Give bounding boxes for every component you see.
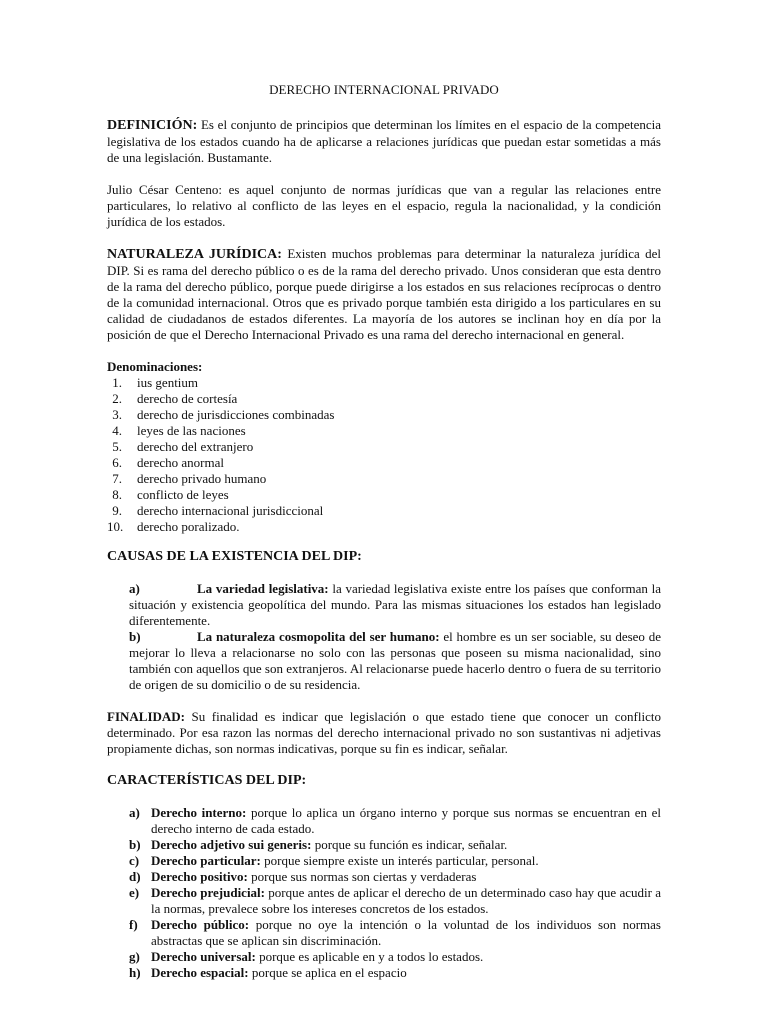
caracteristicas-heading: CARACTERÍSTICAS DEL DIP: (107, 773, 307, 788)
item-text: porque sus normas son ciertas y verdaderas (247, 869, 477, 884)
list-item (107, 407, 661, 423)
item-bold: Derecho interno: (151, 805, 247, 820)
naturaleza-label: NATURALEZA JURÍDICA: (107, 247, 282, 262)
item-label: f) (129, 917, 138, 932)
list-item (107, 965, 661, 981)
caracteristicas-list (107, 805, 661, 981)
denominaciones-heading: Denominaciones: (107, 359, 203, 374)
list-text: ius gentium (137, 375, 199, 390)
finalidad-text: Su finalidad es indicar que legislación o que estado tiene que conocer un conflicto determinado. Por esa razon las normas del derecho internacional privado no son sustantivas ni adjetivas propiamente dichas, son normas indicativas, porque su fin es indicar, señalar. (107, 709, 661, 756)
item-label: c) (129, 853, 140, 868)
item-label: h) (129, 965, 141, 980)
item-bold: Derecho prejudicial: (151, 885, 265, 900)
item-text: porque siempre existe un interés particular, personal. (260, 853, 539, 868)
item-label: d) (129, 869, 141, 884)
list-item (107, 455, 661, 471)
item-text: porque su función es indicar, señalar. (311, 837, 508, 852)
definicion-label: DEFINICIÓN: (107, 118, 198, 133)
item-bold: Derecho universal: (151, 949, 256, 964)
list-item (107, 519, 661, 535)
list-number: 3. (112, 407, 122, 422)
list-text: derecho del extranjero (137, 439, 254, 454)
list-number: 6. (112, 455, 122, 470)
list-text: derecho de cortesía (137, 391, 238, 406)
list-text: derecho de jurisdicciones combinadas (137, 407, 335, 422)
item-text: porque no oye la intención o la voluntad de los individuos son normas abstractas que se aplican sin discriminación. (151, 917, 661, 948)
item-label: g) (129, 949, 140, 964)
definicion-text: Es el conjunto de principios que determinan los límites en el espacio de la competencia legislativa de los estados cuando ha de aplicarse a relaciones jurídicas que puedan estar sometidas a más de una legislación. Bustamante. (107, 117, 661, 165)
naturaleza-text: Existen muchos problemas para determinar la naturaleza jurídica del DIP. Si es rama del derecho público o es de la rama del derecho privado. Unos consideran que esta dentro de la rama del derecho público, porque puede dirigirse a los estados en sus relaciones recíprocas o dentro de la comunidad internacional. Otros que es privado porque también esta dirigido a los particulares en su calidad de ciudadanos de estados diferentes. La mayoría de los autores se inclinan hoy en día por la posición de que el Derecho Internacional Privado es una rama del derecho internacional en general. (107, 246, 662, 342)
item-label: b) (129, 837, 141, 852)
centeno-paragraph: Julio César Centeno: es aquel conjunto de normas jurídicas que van a regular las relaciones entre particulares, lo relativo al conflicto de las leyes en el espacio, regula la nacionalidad, y la condición jurídica de los estados. (107, 182, 661, 229)
list-item (107, 439, 661, 455)
document-page (107, 82, 661, 981)
item-label: a) (129, 805, 140, 820)
item-text: porque es aplicable en y a todos lo estados. (255, 949, 484, 964)
item-label: e) (129, 885, 140, 900)
item-text: porque se aplica en el espacio (248, 965, 407, 980)
list-item (107, 885, 661, 917)
causa-bold: La variedad legislativa: (197, 581, 329, 596)
list-item (107, 805, 661, 837)
definicion-paragraph (107, 117, 661, 166)
causa-bold: La naturaleza cosmopolita del ser humano: (197, 629, 440, 644)
list-number: 9. (112, 503, 122, 518)
causas-heading: CAUSAS DE LA EXISTENCIA DEL DIP: (107, 549, 362, 564)
causa-label: a) (129, 581, 140, 596)
item-bold: Derecho particular: (151, 853, 261, 868)
list-number: 2. (112, 391, 122, 406)
naturaleza-paragraph (107, 246, 661, 343)
list-item (107, 869, 661, 885)
causa-item-a (107, 581, 661, 629)
list-item (107, 471, 661, 487)
list-text: leyes de las naciones (137, 423, 246, 438)
list-item (107, 853, 661, 869)
item-bold: Derecho espacial: (151, 965, 249, 980)
finalidad-label: FINALIDAD: (107, 709, 185, 724)
list-number: 7. (112, 471, 122, 486)
list-number: 1. (112, 375, 122, 390)
list-text: derecho internacional jurisdiccional (137, 503, 324, 518)
denominaciones-list (107, 375, 661, 535)
list-item (107, 375, 661, 391)
list-item (107, 917, 661, 949)
list-text: derecho poralizado. (137, 519, 240, 534)
item-text: porque lo aplica un órgano interno y porque sus normas se encuentran en el derecho interno de cada estado. (151, 805, 662, 836)
item-text: porque antes de aplicar el derecho de un determinado caso hay que acudir a la normas, prevalece sobre los intereses concretos de los estados. (151, 885, 661, 916)
list-text: conflicto de leyes (137, 487, 229, 502)
list-text: derecho privado humano (137, 471, 267, 486)
list-item (107, 503, 661, 519)
list-item (107, 487, 661, 503)
item-bold: Derecho público: (151, 917, 250, 932)
item-bold: Derecho adjetivo sui generis: (151, 837, 312, 852)
document-title: DERECHO INTERNACIONAL PRIVADO (269, 82, 499, 97)
finalidad-paragraph (107, 709, 661, 757)
list-item (107, 837, 661, 853)
causa-text: la variedad legislativa existe entre los países que conforman la situación y existencia geopolítica del mundo. Para las mismas situaciones los estados han legislado diferentemente. (129, 581, 661, 628)
list-number: 4. (112, 423, 122, 438)
list-item (107, 391, 661, 407)
list-text: derecho anormal (137, 455, 224, 470)
causa-item-b (107, 629, 661, 693)
list-item (107, 949, 661, 965)
list-number: 5. (112, 439, 122, 454)
list-item (107, 423, 661, 439)
list-number: 10. (107, 519, 124, 534)
causa-label: b) (129, 629, 141, 644)
causa-text: el hombre es un ser sociable, su deseo de mejorar lo lleva a relacionarse no solo con las personas que poseen su misma nacionalidad, sino también con aquellos que son extranjeros. Al relacionarse puede hacerlo dentro o fuera de su territorio de origen de su domicilio o de su residencia. (129, 629, 661, 692)
item-bold: Derecho positivo: (151, 869, 248, 884)
list-number: 8. (112, 487, 122, 502)
